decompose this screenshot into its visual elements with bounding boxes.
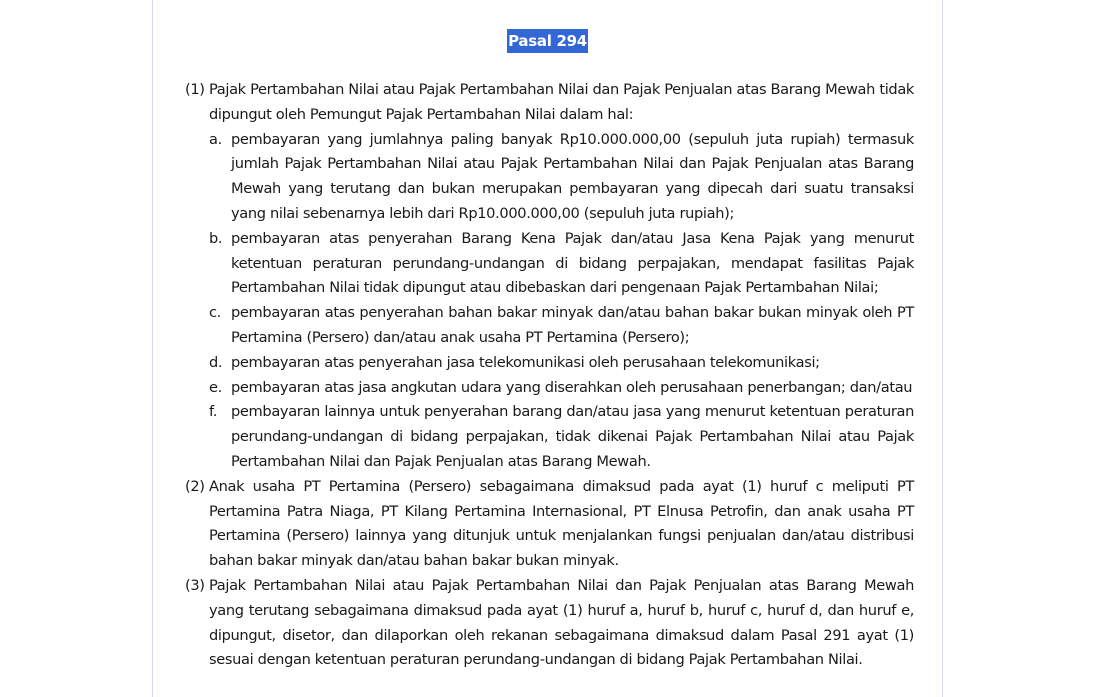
huruf-letter: f. xyxy=(209,403,218,421)
huruf-letter: e. xyxy=(209,378,222,396)
article-body xyxy=(185,78,914,673)
huruf-text: pembayaran lainnya untuk penyerahan barang dan/atau jasa yang menurut ketentuan peraturan perundang-undangan di bidang perpajakan, tidak dikenai Pajak Pertambahan Nilai atau Pajak Pertambahan Nilai dan Pajak Penjualan atas Barang Mewah. xyxy=(231,403,914,470)
huruf-text: pembayaran atas penyerahan Barang Kena Pajak dan/atau Jasa Kena Pajak yang menurut ketentuan peraturan perundang-undangan di bidang perpajakan, mendapat fasilitas Pajak Pertambahan Nilai tidak dipungut atau dibebaskan dari pengenaan Pajak Pertambahan Nilai; xyxy=(231,229,914,297)
title-container xyxy=(153,29,942,53)
huruf-text: pembayaran yang jumlahnya paling banyak Rp10.000.000,00 (sepuluh juta rupiah) termasuk jumlah Pajak Pertambahan Nilai atau Pajak Pertambahan Nilai dan Pajak Penjualan atas Barang Mewah yang terutang dan bukan merupakan pembayaran yang dipecah dari suatu transaksi yang nilai sebenarnya lebih dari Rp10.000.000,00 (sepuluh juta rupiah); xyxy=(231,130,914,222)
ayat-number: (3) xyxy=(185,576,205,594)
huruf-letter: c. xyxy=(209,304,221,322)
ayat-text: Anak usaha PT Pertamina (Persero) sebagaimana dimaksud pada ayat (1) huruf c meliputi PT Pertamina Patra Niaga, PT Kilang Pertamina Internasional, PT Elnusa Petrofin, dan anak usaha PT Pertamina (Persero) lainnya yang ditunjuk untuk menjalankan fungsi penjualan dan/atau distribusi bahan bakar minyak dan/atau bahan bakar bukan minyak. xyxy=(209,477,914,570)
huruf-letter: b. xyxy=(209,229,223,247)
huruf-letter: a. xyxy=(209,130,222,148)
ayat-text: Pajak Pertambahan Nilai atau Pajak Pertambahan Nilai dan Pajak Penjualan atas Barang Mewah tidak dipungut oleh Pemungut Pajak Pertambahan Nilai dalam hal: xyxy=(209,81,915,123)
ayat-text: Pajak Pertambahan Nilai atau Pajak Pertambahan Nilai dan Pajak Penjualan atas Barang Mewah yang terutang sebagaimana dimaksud pada ayat (1) huruf a, huruf b, huruf c, huruf d, dan huruf e, dipungut, disetor, dan dilaporkan oleh rekanan sebagaimana dimaksud dalam Pasal 291 ayat (1) sesuai dengan ketentuan peraturan perundang-undangan di bidang Pajak Pertambahan Nilai. xyxy=(209,576,914,669)
huruf-text: pembayaran atas penyerahan bahan bakar minyak dan/atau bahan bakar bukan minyak oleh PT Pertamina (Persero) dan/atau anak usaha PT Pertamina (Persero); xyxy=(231,304,914,346)
huruf-d xyxy=(209,351,914,376)
document-page xyxy=(152,0,943,697)
ayat-number: (1) xyxy=(185,81,205,98)
ayat-number: (2) xyxy=(185,477,205,495)
huruf-b xyxy=(209,227,914,301)
huruf-e xyxy=(209,376,914,401)
ayat-2 xyxy=(185,475,914,574)
huruf-f xyxy=(209,400,914,474)
article-title: Pasal 294 xyxy=(507,29,588,53)
huruf-c xyxy=(209,301,914,351)
huruf-text: pembayaran atas jasa angkutan udara yang diserahkan oleh perusahaan penerbangan; dan/atau xyxy=(231,378,913,396)
ayat-1 xyxy=(185,78,914,475)
huruf-letter: d. xyxy=(209,353,223,371)
huruf-a xyxy=(209,128,914,227)
ayat-3 xyxy=(185,574,914,673)
huruf-text: pembayaran atas penyerahan jasa telekomunikasi oleh perusahaan telekomunikasi; xyxy=(231,353,820,371)
